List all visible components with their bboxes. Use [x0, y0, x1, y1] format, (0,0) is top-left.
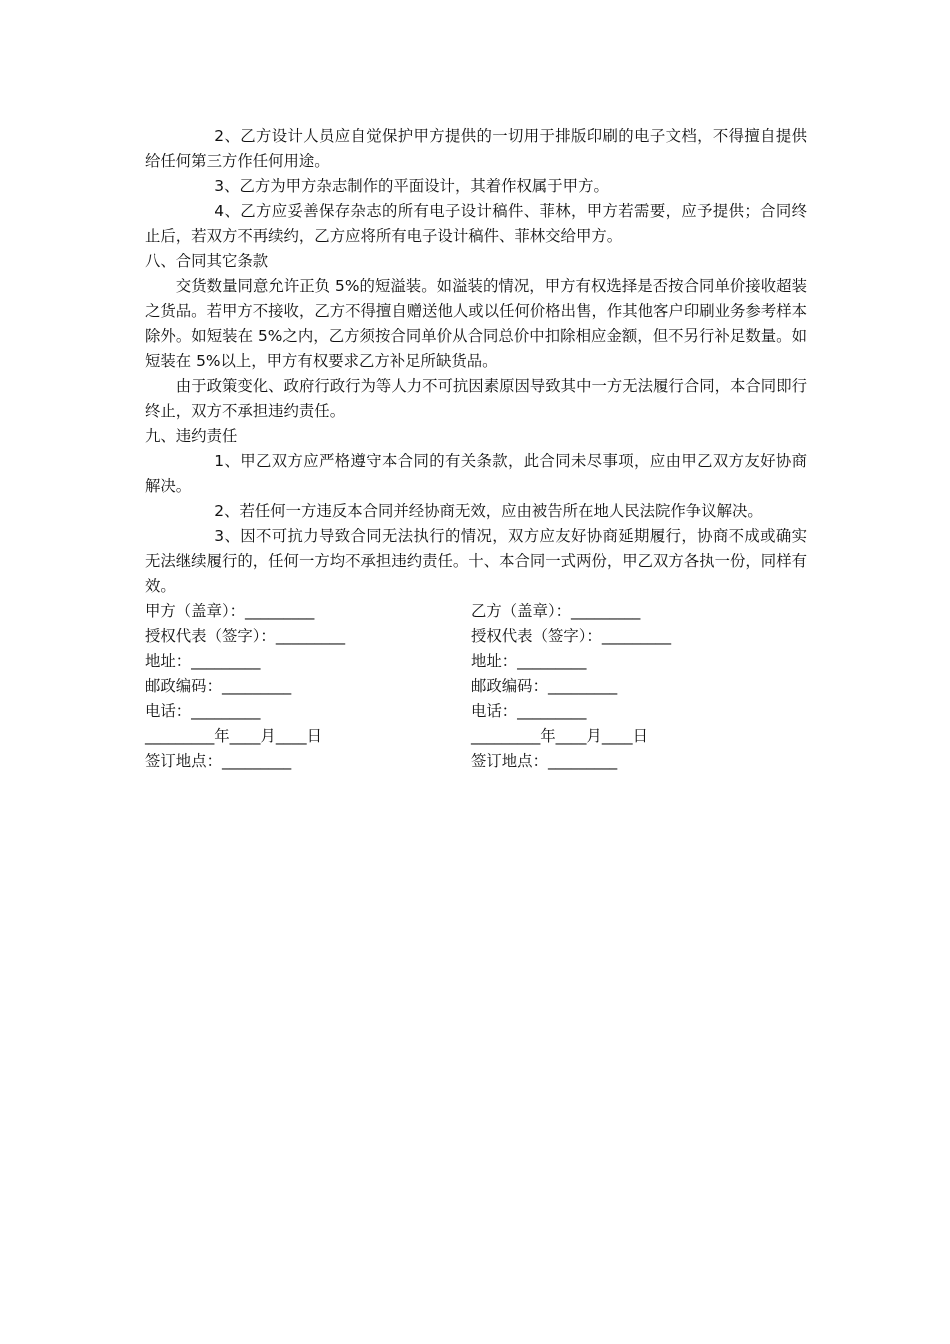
clause-9-2: 2、若任何一方违反本合同并经协商无效，应由被告所在地人民法院作争议解决。	[214, 502, 763, 520]
contract-page	[145, 124, 807, 774]
signature-row-rep	[145, 624, 807, 649]
party-a-postcode: 邮政编码：_________	[145, 677, 292, 695]
signature-row-place	[145, 749, 807, 774]
party-a-date: _________年____月____日	[145, 727, 322, 745]
party-b-date: _________年____月____日	[471, 727, 648, 745]
party-b-place: 签订地点：_________	[471, 752, 618, 770]
party-a-seal: 甲方（盖章）：_________	[145, 602, 315, 620]
signature-row-phone	[145, 699, 807, 724]
party-b-address: 地址：_________	[471, 652, 587, 670]
signature-row-seal	[145, 599, 807, 624]
signature-block	[145, 599, 807, 774]
section-heading-8: 八、合同其它条款	[145, 252, 269, 270]
party-a-phone: 电话：_________	[145, 702, 261, 720]
signature-row-address	[145, 649, 807, 674]
party-b-postcode: 邮政编码：_________	[471, 677, 618, 695]
clause-b4: 4、乙方应妥善保存杂志的所有电子设计稿件、菲林，甲方若需要，应予提供；合同终止后，若双方不再续约，乙方应将所有电子设计稿件、菲林交给甲方。	[145, 202, 807, 245]
clause-b2: 2、乙方设计人员应自觉保护甲方提供的一切用于排版印刷的电子文档，不得擅自提供给任何第三方作任何用途。	[145, 127, 807, 170]
paragraph-8b: 由于政策变化、政府行政行为等人力不可抗因素原因导致其中一方无法履行合同，本合同即行终止，双方不承担违约责任。	[145, 377, 807, 420]
signature-row-date	[145, 724, 807, 749]
section-heading-9: 九、违约责任	[145, 427, 238, 445]
party-b-rep: 授权代表（签字）：_________	[471, 627, 672, 645]
clause-b3: 3、乙方为甲方杂志制作的平面设计，其着作权属于甲方。	[214, 177, 609, 195]
clause-9-1: 1、甲乙双方应严格遵守本合同的有关条款，此合同未尽事项，应由甲乙双方友好协商解决。	[145, 452, 807, 495]
clause-9-3: 3、因不可抗力导致合同无法执行的情况，双方应友好协商延期履行，协商不成或确实无法继续履行的，任何一方均不承担违约责任。十、本合同一式两份，甲乙双方各执一份，同样有效。	[145, 527, 807, 595]
party-a-place: 签订地点：_________	[145, 752, 292, 770]
signature-row-postcode	[145, 674, 807, 699]
party-b-seal: 乙方（盖章）：_________	[471, 602, 641, 620]
party-a-address: 地址：_________	[145, 652, 261, 670]
party-b-phone: 电话：_________	[471, 702, 587, 720]
party-a-rep: 授权代表（签字）：_________	[145, 627, 346, 645]
paragraph-8a: 交货数量同意允许正负 5%的短溢装。如溢装的情况，甲方有权选择是否按合同单价接收超装之货品。若甲方不接收，乙方不得擅自赠送他人或以任何价格出售，作其他客户印刷业务参考样本除外。如短装在 5%之内，乙方须按合同单价从合同总价中扣除相应金额，但不另行补足数量。如短装在 5%以上，甲方有权要求乙方补足所缺货品。	[145, 277, 807, 370]
